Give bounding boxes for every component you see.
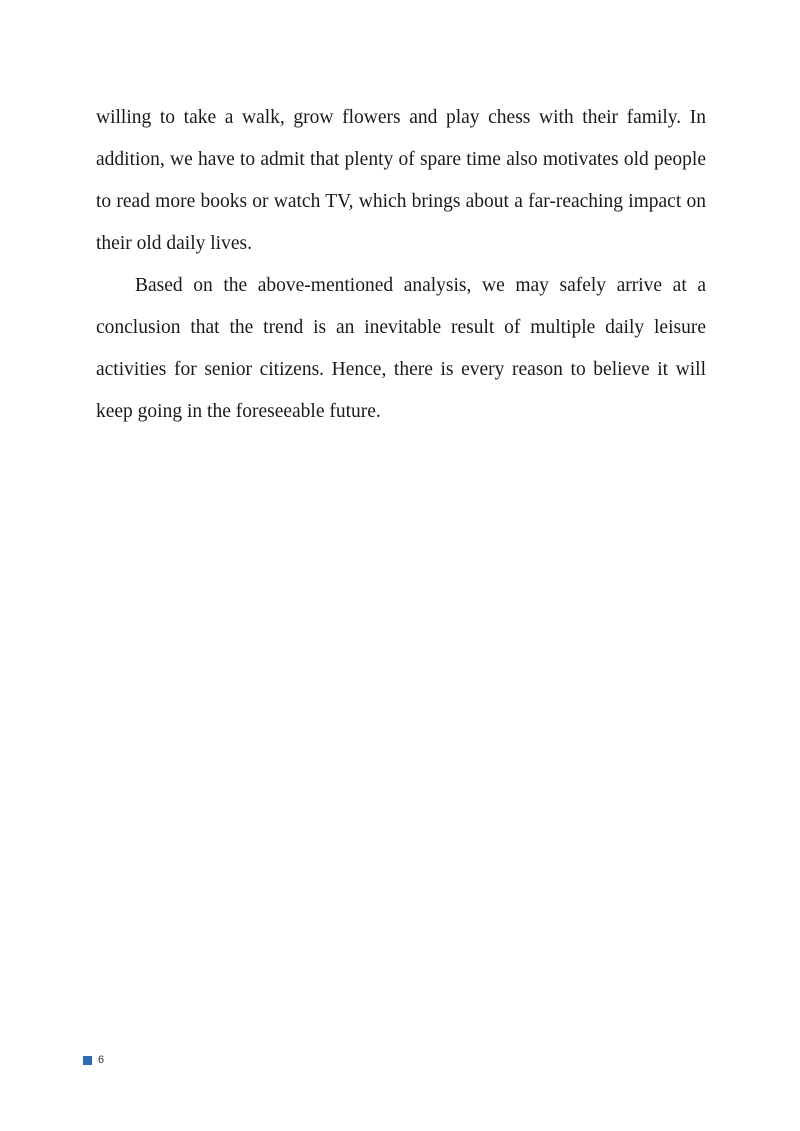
page-number: 6 [98, 1054, 105, 1066]
square-marker-icon [83, 1056, 92, 1065]
paragraph-conclusion: Based on the above-mentioned analysis, we may safely arrive at a conclusion that the trend is an inevitable result of multiple daily leisure activities for senior citizens. Hence, there is every reason to believe it will keep going in the foreseeable future. [96, 275, 706, 422]
page-footer [83, 1052, 104, 1068]
body-text [96, 97, 706, 433]
paragraph-continuation: willing to take a walk, grow flowers and play chess with their family. In addition, we have to admit that plenty of spare time also motivates old people to read more books or watch TV, which brings about a far-reaching impact on their old daily lives. [96, 107, 706, 254]
